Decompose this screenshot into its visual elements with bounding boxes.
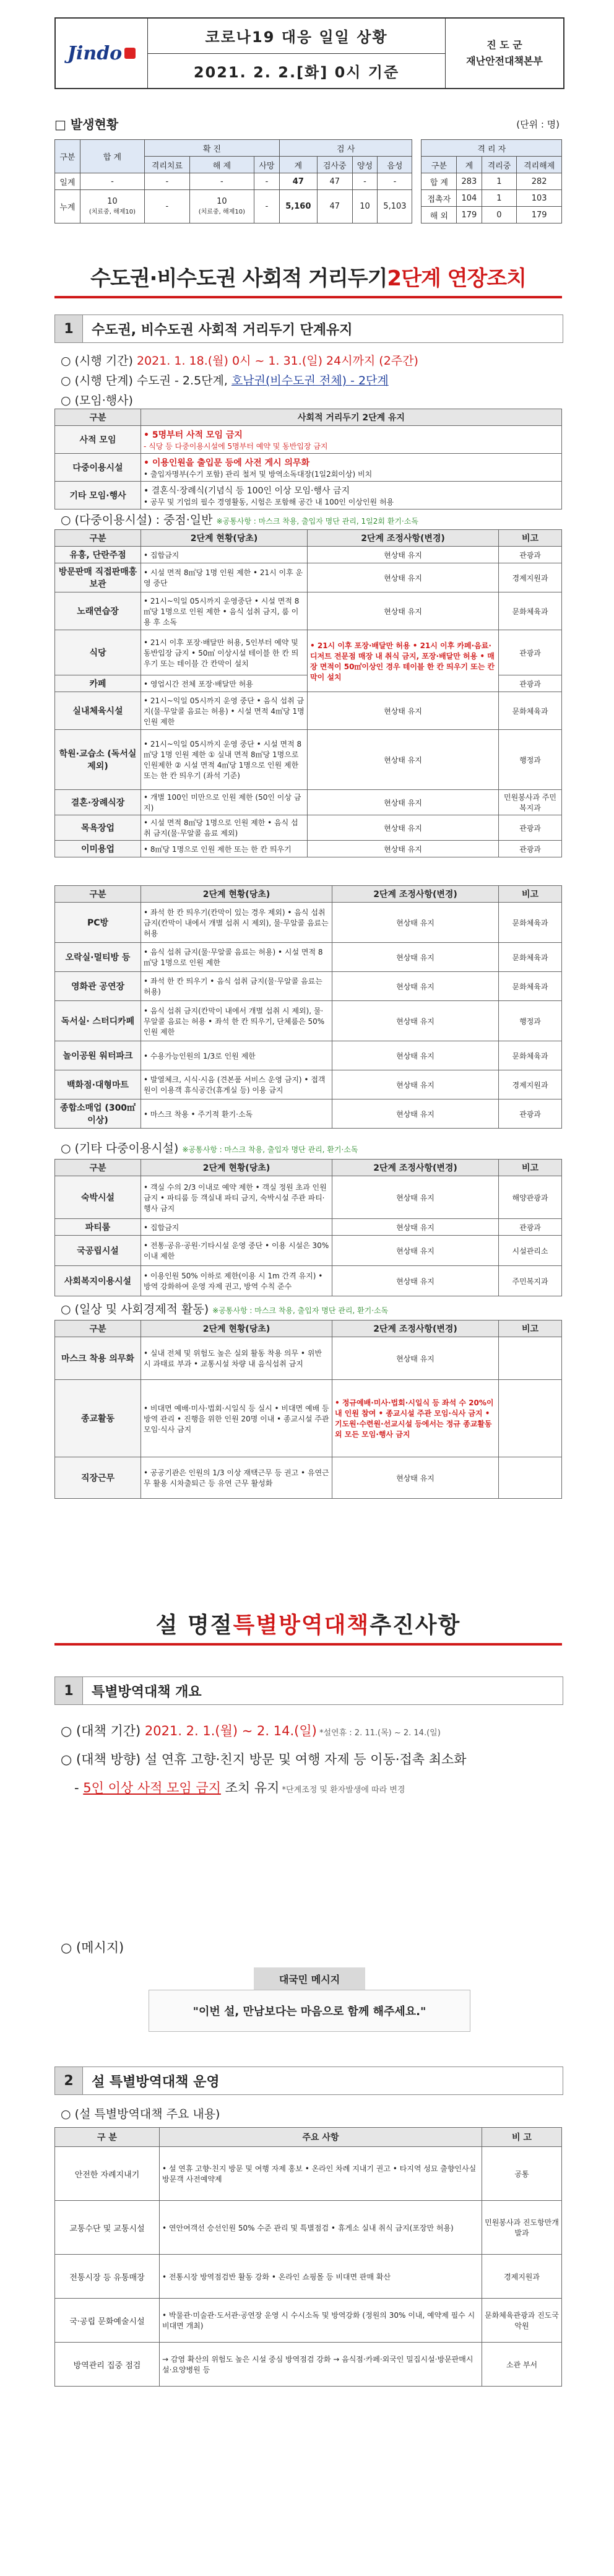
q-sub-col: 구분 (422, 157, 457, 173)
sub-col: 사망 (254, 157, 280, 173)
table-row: 학원·교습소 (독서실 제외) • 21시~익일 05시까지 운영 중단 • 시설 면적 8㎡당 1명 인원 제한 ① 실내 면적 8㎡당 1명으로 인원제한 ② 시설 면적 4㎡당 1명으로 인원 제한 또는 한 칸 띄우기 (좌석 기준) 현상태 유지 행정과 (55, 730, 562, 790)
col-test: 검 사 (279, 140, 412, 157)
table-row: 국·공립 문화예술시설 • 박물관·미술관·도서관·공연장 운영 시 수시소독 및 방역강화 (정원의 30% 이내, 예약제 필수 시 비대면 개최) 문화체육관광과 진도국악원 (55, 2299, 562, 2343)
org-name: 진 도 군 (486, 39, 522, 51)
header-org (445, 19, 563, 88)
col-total: 합 계 (80, 140, 144, 173)
table-row: 카페 • 영업시간 전체 포장·배달만 허용 관광과 (55, 675, 562, 692)
table-row: 백화점·대형마트 • 발열체크, 시식·시음 (견본품 서비스 운영 금지) • 접객원이 이용객 휴식공간(휴게실 등) 이용 금지 현상태 유지 경제지원과 (55, 1070, 562, 1099)
public-message-box (149, 1967, 470, 2036)
facility-label: ○ (다중이용시설) : 중점·일반 ※공통사항 : 마스크 착용, 출입자 명단 관리, 1일2회 환기·소독 (61, 513, 418, 527)
sub-col: 음성 (378, 157, 412, 173)
holiday-title: 설 명절 특별방역대책 추진사항 (155, 1612, 461, 1638)
report-title: 코로나19 대응 일일 상황 (148, 19, 445, 54)
table-row: 전통시장 등 유통매장 • 전통시장 방역점검반 활동 강화 • 온라인 쇼핑몰 등 비대면 판매 확산 경제지원과 (55, 2255, 562, 2299)
table-row: 노래연습장 • 21시~익일 05시까지 운영중단 • 시설 면적 8㎡당 1명으로 인원 제한 • 음식 섭취 금지, 룸 이용 후 소독 현상태 유지 문화체육과 (55, 592, 562, 630)
table-row: 결혼·장례식장 • 개별 100인 미만으로 인원 제한 (50인 이상 금지) 현상태 유지 민원봉사과 주민복지과 (55, 790, 562, 815)
table-row: 교통수단 및 교통시설 • 연안여객선 승선인원 50% 수준 관리 및 특별점검 • 휴게소 실내 취식 금지(포장만 허용) 민원봉사과 진도항만개발과 (55, 2201, 562, 2255)
q-sub-col: 격리중 (482, 157, 517, 173)
table-row: PC방 • 좌석 한 칸 띄우기(칸막이 있는 경우 제외) • 음식 섭취 금지(칸막이 내에서 개별 섭취 시 제외), 물·무알콜 음료는 허용 현상태 유지 문화체육과 (55, 903, 562, 943)
sub-col: 계 (279, 157, 317, 173)
distancing-banner: 수도권·비수도권 사회적 거리두기 2단계 연장조치 (90, 266, 526, 291)
table-row: 유흥, 단란주점 • 집합금지 현상태 유지 관광과 (55, 547, 562, 563)
table-row: 국공립시설 • 전통·공유·공원·기타시설 운영 중단 • 이용 시설은 30% 이내 제한 현상태 유지 시설관리소 (55, 1236, 562, 1266)
holiday-direction-line: ○ (대책 방향) 설 연휴 고향·친지 방문 및 여행 자제 등 이동·접촉 최소화 (61, 1752, 467, 1767)
table-row: 일계 - - - - 47 47 - - 합 계 283 1 282 (55, 173, 562, 190)
occurrence-unit: (단위 : 명) (516, 119, 560, 130)
table-row: 다중이용시설 • 이용인원을 출입문 등에 사전 게시 의무화 • 출입자명부(수기 포함) 관리 철저 및 방역소독대장(1일2회이상) 비치 (55, 454, 562, 482)
section-1-header: 1 수도권, 비수도권 사회적 거리두기 단계유지 (54, 314, 563, 343)
header-title-block (148, 19, 445, 88)
table-row: 방역관리 집중 점검 → 감염 확산의 위험도 높은 시설 중심 방역점검 강화 → 음식점·카페·외국인 밀집시설·방문판매시설·요양병원 등 소관 부서 (55, 2343, 562, 2387)
table-row: 직장근무 • 공공기관은 인원의 1/3 이상 재택근무 등 권고 • 유연근무 활용 시차출퇴근 등 유연 근무 활성화 현상태 유지 (55, 1457, 562, 1499)
table-row: 사회복지이용시설 • 이용인원 50% 이하로 제한(이용 시 1m 간격 유지) • 방역 강화하여 운영 자제 권고, 방역 수칙 준수 현상태 유지 주민복지과 (55, 1266, 562, 1296)
table-row: 숙박시설 • 객실 수의 2/3 이내로 예약 제한 • 객실 정원 초과 인원 금지 • 파티룸 등 객실내 파티 금지, 숙박시설 주관 파티·행사 금지 현상태 유지 해양관광과 (55, 1176, 562, 1219)
table-row: 해 외 179 0 179 (55, 207, 562, 223)
holiday-period-line: ○ (대책 기간) 2021. 2. 1.(월) ~ 2. 14.(일) *설연휴 : 2. 11.(목) ~ 2. 14.(일) (61, 1724, 441, 1738)
table-row: 독서실· 스터디카페 • 음식 섭취 금지(칸막이 내에서 개별 섭취 시 제외), 물·무알콜 음료는 허용 • 좌석 한 칸 띄우기, 단체룸은 50% 인원 제한 현상태 유지 행정과 (55, 1001, 562, 1041)
other-facility-label: ○ (기타 다중이용시설) ※공통사항 : 마스크 착용, 출입자 명단 관리, 환기·소독 (61, 1142, 358, 1155)
message-title: 대국민 메시지 (254, 1967, 365, 1990)
facility-table-4: 구분 2단계 현황(당초) 2단계 조정사항(변경) 비고 마스크 착용 의무화 • 실내 전체 및 위험도 높은 실외 활동 착용 의무 • 위반 시 과태료 부과 • 교통시설 차량 내 음식섭취 금지 현상태 유지 종교활동 • 비대면 예배·미사·법회·시일식 등 실시 • 비대면 예배 등 방역 관리 • 진행을 위한 인원 20명 이내 • 종교시설 주관 모임·식사 금지 • 정규예배·미사·법회·시일식 등 좌석 수 20%이내 인원 참여 • 종교시설 주관 모임·식사 금지 • 기도원·수련원·선교시설 등에서는 정규 종교활동 외 모든 모임·행사 금지 직장근무 • 공공기관은 인원의 1/3 이상 재택근무 등 권고 • 유연근무 활용 시차출퇴근 등 유연 근무 활성화 현상태 유지 (54, 1320, 562, 1499)
message-text: "이번 설, 만남보다는 마음으로 함께 해주세요." (149, 1990, 470, 2032)
table-row: 방문판매 직접판매홍보관 • 시설 면적 8㎡당 1명 인원 제한 • 21시 이후 운영 중단 현상태 유지 경제지원과 (55, 563, 562, 592)
table-row: 목욕장업 • 시설 면적 8㎡당 1명으로 인원 제한 • 음식 섭취 금지(물·무알콜 음료 제외) 현상태 유지 관광과 (55, 815, 562, 841)
q-sub-col: 격리해제 (517, 157, 562, 173)
table-row: 누계 10 (치료중, 해제10) - 10 (치료중, 해제10) - 5,160 47 10 5,103 접촉자 104 1 103 (55, 190, 562, 207)
main-content-label: ○ (설 특별방역대책 주요 내용) (61, 2107, 220, 2121)
section-holiday-1-header: 1 특별방역대책 개요 (54, 1676, 563, 1705)
message-label: ○ (메시지) (61, 1940, 124, 1955)
org-dept: 재난안전대책본부 (466, 55, 543, 67)
table-row: 마스크 착용 의무화 • 실내 전체 및 위험도 높은 실외 활동 착용 의무 • 위반 시 과태료 부과 • 교통시설 차량 내 음식섭취 금지 현상태 유지 (55, 1337, 562, 1380)
table-row: 식당 • 21시 이후 포장·배달만 허용, 5인부터 예약 및 동반입장 금지 • 50㎡ 이상시설 테이블 한 칸 띄우기 또는 테이블 간 칸막이 설치 • 21시 이후 포장·배달만 허용 • 21시 이후 카페·음료·디저트 전문점 매장 내 취식 금지, 포장·배달만 허용 • 매장 면적이 50㎡이상인 경우 테이블 한 칸 띄우기 또는 칸막이 설치 관광과 (55, 630, 562, 675)
sub-col: 양성 (352, 157, 378, 173)
red-rule (54, 1643, 562, 1646)
gathering-table: 구분 사회적 거리두기 2단계 유지 사적 모임 • 5명부터 사적 모임 금지 - 식당 등 다중이용시설에 5명부터 예약 및 동반입장 금지 다중이용시설 • 이용인원을 출입문 등에 사전 게시 의무화 • 출입자명부(수기 포함) 관리 철저 및 방역소독대장(1일2회이상) 비치 기타 모임·행사 • 결혼식·장례식(기념식 등 100인 이상 모임·행사 금지 • 공무 및 기업의 필수 경영활동, 시험은 포함해 공간 내 100인 이상인원 허용 (54, 409, 562, 510)
table-row: 영화관 공연장 • 좌석 한 칸 띄우기 • 음식 섭취 금지(물·무알콜 음료는 허용) 현상태 유지 문화체육과 (55, 972, 562, 1001)
table-row: 실내체육시설 • 21시~익일 05시까지 운영 중단 • 음식 섭취 금지(물·무알콜 음료는 허용) • 시설 면적 4㎡당 1명 인원 제한 현상태 유지 문화체육과 (55, 692, 562, 730)
report-header (54, 17, 564, 89)
table-row: 종교활동 • 비대면 예배·미사·법회·시일식 등 실시 • 비대면 예배 등 방역 관리 • 진행을 위한 인원 20명 이내 • 종교시설 주관 모임·식사 금지 • 정규예배·미사·법회·시일식 등 좌석 수 20%이내 인원 참여 • 종교시설 주관 모임·식사 금지 • 기도원·수련원·선교시설 등에서는 정규 종교활동 외 모든 모임·행사 금지 (55, 1380, 562, 1457)
report-date: 2021. 2. 2.[화] 0시 기준 (193, 63, 400, 81)
table-row: 안전한 자례지내기 • 설 연휴 고향·친지 방문 및 여행 자제 홍보 • 온라인 차례 지내기 권고 • 타지역 성묘 출향인사실 방문객 사전예약제 공통 (55, 2147, 562, 2201)
holiday-measures-table: 구 분 주요 사항 비 고 안전한 자례지내기 • 설 연휴 고향·친지 방문 및 여행 자제 홍보 • 온라인 차례 지내기 권고 • 타지역 성묘 출향인사실 방문객 사전예약제 공통 교통수단 및 교통시설 • 연안여객선 승선인원 50% 수준 관리 및 특별점검 • 휴게소 실내 취식 금지(포장만 허용) 민원봉사과 진도항만개발과 전통시장 등 유통매장 • 전통시장 방역점검반 활동 강화 • 온라인 쇼핑몰 등 비대면 판매 확산 경제지원과 국·공립 문화예술시설 • 박물관·미술관·도서관·공연장 운영 시 수시소독 및 방역강화 (정원의 30% 이내, 예약제 필수 시 비대면 개최) 문화체육관광과 진도국악원 방역관리 집중 점검 → 감염 확산의 위험도 높은 시설 중심 방역점검 강화 → 음식점·카페·외국인 밀집시설·방문판매시설·요양병원 등 소관 부서 (54, 2127, 562, 2387)
sub-col: 해 제 (189, 157, 254, 173)
table-row: 파티룸 • 집합금지 현상태 유지 관광과 (55, 1219, 562, 1236)
table-row: 놀이공원 워터파크 • 수용가능인원의 1/3로 인원 제한 현상태 유지 문화체육과 (55, 1041, 562, 1070)
sub-col: 검사중 (317, 157, 352, 173)
period-line: ○ (시행 기간) 2021. 1. 18.(월) 0시 ~ 1. 31.(일) 24시까지 (2주간) (61, 354, 418, 368)
occurrence-table (54, 139, 562, 223)
section-holiday-2-header: 2 설 특별방역대책 운영 (54, 2066, 563, 2095)
stage-line: ○ (시행 단계) 수도권 - 2.5단계, 호남권(비수도권 전체) - 2단계 (61, 374, 389, 388)
facility-table-1: 구분 2단계 현황(당초) 2단계 조정사항(변경) 비고 유흥, 단란주점 • 집합금지 현상태 유지 관광과 방문판매 직접판매홍보관 • 시설 면적 8㎡당 1명 인원 제한 • 21시 이후 운영 중단 현상태 유지 경제지원과 노래연습장 • 21시~익일 05시까지 운영중단 • 시설 면적 8㎡당 1명으로 인원 제한 • 음식 섭취 금지, 룸 이용 후 소독 현상태 유지 문화체육과 식당 • 21시 이후 포장·배달만 허용, 5인부터 예약 및 동반입장 금지 • 50㎡ 이상시설 테이블 한 칸 띄우기 또는 테이블 간 칸막이 설치 • 21시 이후 포장·배달만 허용 • 21시 이후 카페·음료·디저트 전문점 매장 내 취식 금지, 포장·배달만 허용 • 매장 면적이 50㎡이상인 경우 테이블 한 칸 띄우기 또는 칸막이 설치 관광과 카페 • 영업시간 전체 포장·배달만 허용 관광과 실내체육시설 • 21시~익일 05시까지 운영 중단 • 음식 섭취 금지(물·무알콜 음료는 허용) • 시설 면적 4㎡당 1명 인원 제한 현상태 유지 문화체육과 학원·교습소 (독서실 제외) • 21시~익일 05시까지 운영 중단 • 시설 면적 8㎡당 1명 인원 제한 ① 실내 면적 8㎡당 1명으로 인원제한 ② 시설 면적 4㎡당 1명으로 인원 제한 또는 한 칸 띄우기 (좌석 기준) 현상태 유지 행정과 결혼·장례식장 • 개별 100인 미만으로 인원 제한 (50인 이상 금지) 현상태 유지 민원봉사과 주민복지과 목욕장업 • 시설 면적 8㎡당 1명으로 인원 제한 • 음식 섭취 금지(물·무알콜 음료 제외) 현상태 유지 관광과 이미용업 • 8㎡당 1명으로 인원 제한 또는 한 칸 띄우기 현상태 유지 관광과 (54, 529, 562, 857)
private-gathering-line: - 5인 이상 사적 모임 금지 조치 유지 *단계조정 및 환자발생에 따라 변경 (74, 1780, 405, 1795)
table-row: 사적 모임 • 5명부터 사적 모임 금지 - 식당 등 다중이용시설에 5명부터 예약 및 동반입장 금지 (55, 426, 562, 454)
col-confirmed: 확 진 (145, 140, 280, 157)
facility-table-3: 구분 2단계 현황(당초) 2단계 조정사항(변경) 비고 숙박시설 • 객실 수의 2/3 이내로 예약 제한 • 객실 정원 초과 인원 금지 • 파티룸 등 객실내 파티 금지, 숙박시설 주관 파티·행사 금지 현상태 유지 해양관광과 파티룸 • 집합금지 현상태 유지 관광과 국공립시설 • 전통·공유·공원·기타시설 운영 중단 • 이용 시설은 30% 이내 제한 현상태 유지 시설관리소 사회복지이용시설 • 이용인원 50% 이하로 제한(이용 시 1m 간격 유지) • 방역 강화하여 운영 자제 권고, 방역 수칙 준수 현상태 유지 주민복지과 (54, 1159, 562, 1296)
sub-col: 격리치료 (145, 157, 190, 173)
logo-mark-icon (124, 48, 136, 59)
q-sub-col: 계 (457, 157, 482, 173)
daily-activity-label: ○ (일상 및 사회경제적 활동) ※공통사항 : 마스크 착용, 출입자 명단 관리, 환기·소독 (61, 1303, 389, 1316)
facility-table-2: 구분 2단계 현황(당초) 2단계 조정사항(변경) 비고 PC방 • 좌석 한 칸 띄우기(칸막이 있는 경우 제외) • 음식 섭취 금지(칸막이 내에서 개별 섭취 시 제외), 물·무알콜 음료는 허용 현상태 유지 문화체육과 오락실·멀티방 등 • 음식 섭취 금지(물·무알콜 음료는 허용) • 시설 면적 8㎡당 1명으로 인원 제한 현상태 유지 문화체육과 영화관 공연장 • 좌석 한 칸 띄우기 • 음식 섭취 금지(물·무알콜 음료는 허용) 현상태 유지 문화체육과 독서실· 스터디카페 • 음식 섭취 금지(칸막이 내에서 개별 섭취 시 제외), 물·무알콜 음료는 허용 • 좌석 한 칸 띄우기, 단체룸은 50% 인원 제한 현상태 유지 행정과 놀이공원 워터파크 • 수용가능인원의 1/3로 인원 제한 현상태 유지 문화체육과 백화점·대형마트 • 발열체크, 시식·시음 (견본품 서비스 운영 금지) • 접객원이 이용객 휴식공간(휴게실 등) 이용 금지 현상태 유지 경제지원과 종합소매업 (300㎡ 이상) • 마스크 착용 • 주기적 환기·소독 현상태 유지 관광과 (54, 885, 562, 1129)
col-quarantine: 격 리 자 (422, 140, 562, 157)
table-row: 이미용업 • 8㎡당 1명으로 인원 제한 또는 한 칸 띄우기 현상태 유지 관광과 (55, 841, 562, 857)
jindo-logo: Jindo (56, 19, 148, 88)
red-rule (54, 296, 562, 298)
table-row: 종합소매업 (300㎡ 이상) • 마스크 착용 • 주기적 환기·소독 현상태 유지 관광과 (55, 1099, 562, 1129)
occurrence-heading: □ 발생현황 (54, 117, 119, 132)
table-row: 기타 모임·행사 • 결혼식·장례식(기념식 등 100인 이상 모임·행사 금지 • 공무 및 기업의 필수 경영활동, 시험은 포함해 공간 내 100인 이상인원 허용 (55, 482, 562, 510)
gathering-label: ○ (모임·행사) (61, 394, 133, 407)
col-group: 구분 (55, 140, 80, 173)
table-row: 오락실·멀티방 등 • 음식 섭취 금지(물·무알콜 음료는 허용) • 시설 면적 8㎡당 1명으로 인원 제한 현상태 유지 문화체육과 (55, 943, 562, 972)
